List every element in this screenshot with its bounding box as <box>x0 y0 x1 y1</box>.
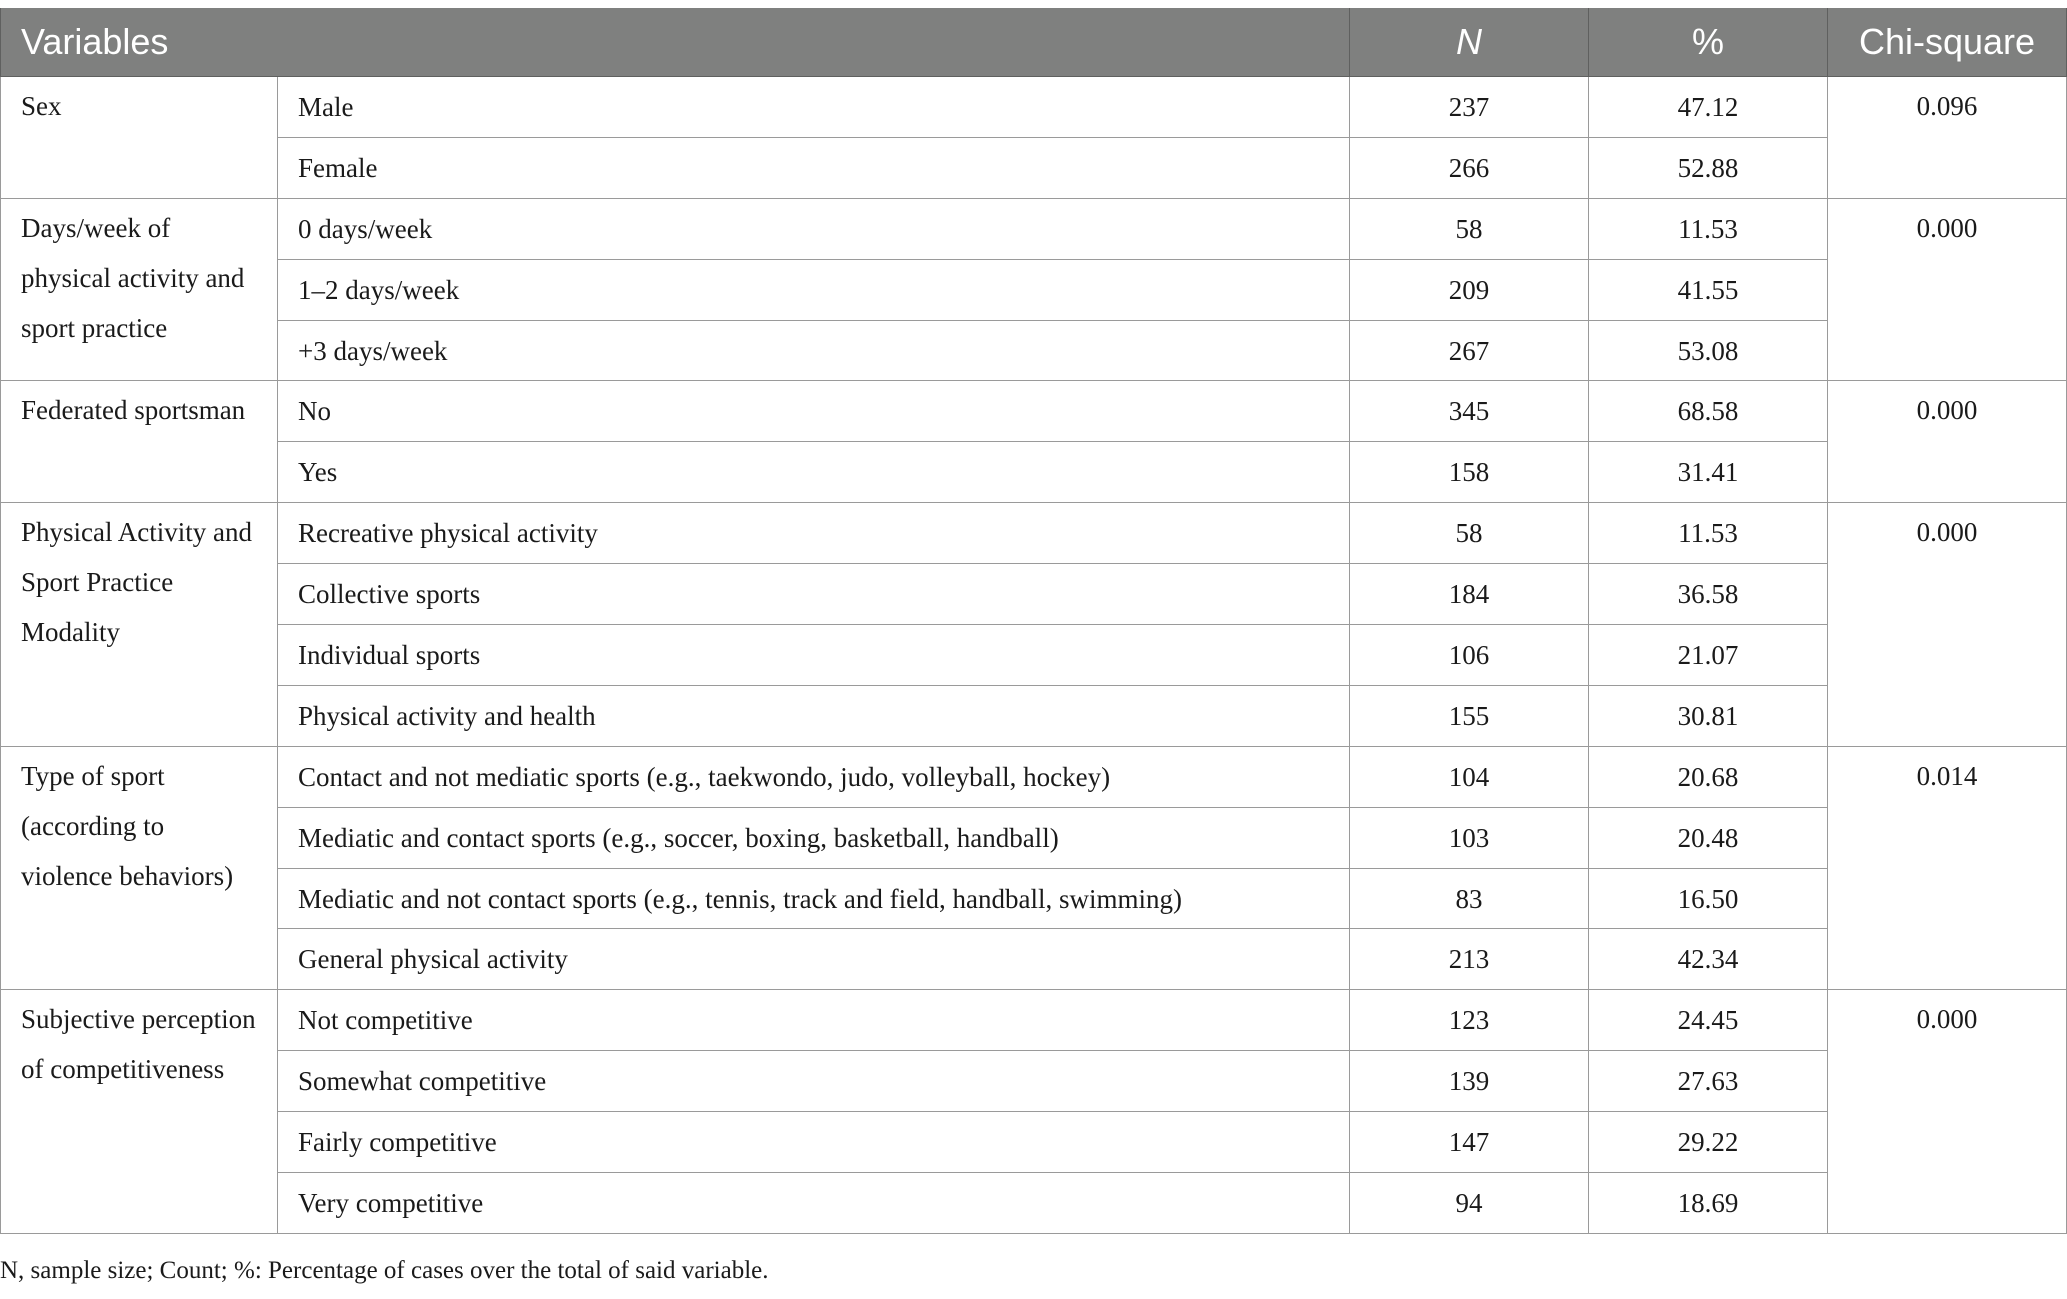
table-row <box>1 807 2067 868</box>
percent-cell: 42.34 <box>1589 929 1828 990</box>
percent-cell: 11.53 <box>1589 503 1828 564</box>
chi-square-cell: 0.000 <box>1828 198 2067 381</box>
table-row <box>1 442 2067 503</box>
n-cell: 155 <box>1350 685 1589 746</box>
n-cell: 266 <box>1350 137 1589 198</box>
n-cell: 184 <box>1350 564 1589 625</box>
percent-cell: 24.45 <box>1589 990 1828 1051</box>
variable-name-cell: Subjective perception of competitiveness <box>1 990 278 1234</box>
category-cell: Yes <box>278 442 1350 503</box>
percent-cell: 16.50 <box>1589 868 1828 929</box>
category-cell: Recreative physical activity <box>278 503 1350 564</box>
table-row <box>1 685 2067 746</box>
table-row <box>1 1112 2067 1173</box>
category-cell: No <box>278 381 1350 442</box>
percent-cell: 47.12 <box>1589 77 1828 138</box>
header-n: N <box>1350 8 1589 77</box>
table-footnote: N, sample size; Count; %: Percentage of cases over the total of said variable. <box>0 1257 769 1284</box>
n-cell: 209 <box>1350 259 1589 320</box>
table-row <box>1 625 2067 686</box>
percent-cell: 30.81 <box>1589 685 1828 746</box>
n-cell: 103 <box>1350 807 1589 868</box>
variable-name-cell: Physical Activity and Sport Practice Modality <box>1 503 278 747</box>
table-row <box>1 746 2067 807</box>
percent-cell: 20.48 <box>1589 807 1828 868</box>
table-row <box>1 929 2067 990</box>
n-cell: 104 <box>1350 746 1589 807</box>
category-cell: Physical activity and health <box>278 685 1350 746</box>
n-cell: 58 <box>1350 198 1589 259</box>
percent-cell: 11.53 <box>1589 198 1828 259</box>
category-cell: Mediatic and contact sports (e.g., soccer, boxing, basketball, handball) <box>278 807 1350 868</box>
chi-square-cell: 0.000 <box>1828 990 2067 1234</box>
n-cell: 158 <box>1350 442 1589 503</box>
table-row <box>1 564 2067 625</box>
n-cell: 345 <box>1350 381 1589 442</box>
category-cell: Collective sports <box>278 564 1350 625</box>
table-row <box>1 868 2067 929</box>
header-percent: % <box>1589 8 1828 77</box>
percent-cell: 68.58 <box>1589 381 1828 442</box>
category-cell: Individual sports <box>278 625 1350 686</box>
category-cell: Somewhat competitive <box>278 1051 1350 1112</box>
table-header <box>1 8 2067 77</box>
percent-cell: 29.22 <box>1589 1112 1828 1173</box>
percent-cell: 31.41 <box>1589 442 1828 503</box>
header-chi-square: Chi-square <box>1828 8 2067 77</box>
n-cell: 147 <box>1350 1112 1589 1173</box>
n-cell: 106 <box>1350 625 1589 686</box>
variable-name-cell: Days/week of physical activity and sport practice <box>1 198 278 381</box>
table-row <box>1 990 2067 1051</box>
table-row <box>1 198 2067 259</box>
category-cell: 1–2 days/week <box>278 259 1350 320</box>
n-cell: 237 <box>1350 77 1589 138</box>
percent-cell: 27.63 <box>1589 1051 1828 1112</box>
variable-name-cell: Sex <box>1 77 278 199</box>
table-row <box>1 77 2067 138</box>
category-cell: General physical activity <box>278 929 1350 990</box>
percent-cell: 41.55 <box>1589 259 1828 320</box>
percent-cell: 53.08 <box>1589 320 1828 381</box>
percent-cell: 36.58 <box>1589 564 1828 625</box>
table-row <box>1 503 2067 564</box>
variable-name-cell: Federated sportsman <box>1 381 278 503</box>
category-cell: Very competitive <box>278 1173 1350 1234</box>
chi-square-cell: 0.014 <box>1828 746 2067 990</box>
category-cell: Contact and not mediatic sports (e.g., taekwondo, judo, volleyball, hockey) <box>278 746 1350 807</box>
variable-name-cell: Type of sport (according to violence behaviors) <box>1 746 278 990</box>
category-cell: 0 days/week <box>278 198 1350 259</box>
data-table-container <box>0 8 2066 1234</box>
percent-cell: 18.69 <box>1589 1173 1828 1234</box>
table-row <box>1 259 2067 320</box>
table-row <box>1 381 2067 442</box>
table-row <box>1 1051 2067 1112</box>
table-body <box>1 77 2067 1234</box>
table-row <box>1 320 2067 381</box>
category-cell: Fairly competitive <box>278 1112 1350 1173</box>
header-variables: Variables <box>1 8 1350 77</box>
category-cell: Female <box>278 137 1350 198</box>
n-cell: 94 <box>1350 1173 1589 1234</box>
descriptive-statistics-table <box>0 8 2067 1234</box>
n-cell: 267 <box>1350 320 1589 381</box>
chi-square-cell: 0.000 <box>1828 381 2067 503</box>
category-cell: +3 days/week <box>278 320 1350 381</box>
table-row <box>1 1173 2067 1234</box>
chi-square-cell: 0.096 <box>1828 77 2067 199</box>
n-cell: 83 <box>1350 868 1589 929</box>
n-cell: 213 <box>1350 929 1589 990</box>
category-cell: Not competitive <box>278 990 1350 1051</box>
category-cell: Mediatic and not contact sports (e.g., tennis, track and field, handball, swimming) <box>278 868 1350 929</box>
header-row <box>1 8 2067 77</box>
percent-cell: 20.68 <box>1589 746 1828 807</box>
percent-cell: 52.88 <box>1589 137 1828 198</box>
category-cell: Male <box>278 77 1350 138</box>
chi-square-cell: 0.000 <box>1828 503 2067 747</box>
n-cell: 58 <box>1350 503 1589 564</box>
n-cell: 139 <box>1350 1051 1589 1112</box>
n-cell: 123 <box>1350 990 1589 1051</box>
percent-cell: 21.07 <box>1589 625 1828 686</box>
table-row <box>1 137 2067 198</box>
